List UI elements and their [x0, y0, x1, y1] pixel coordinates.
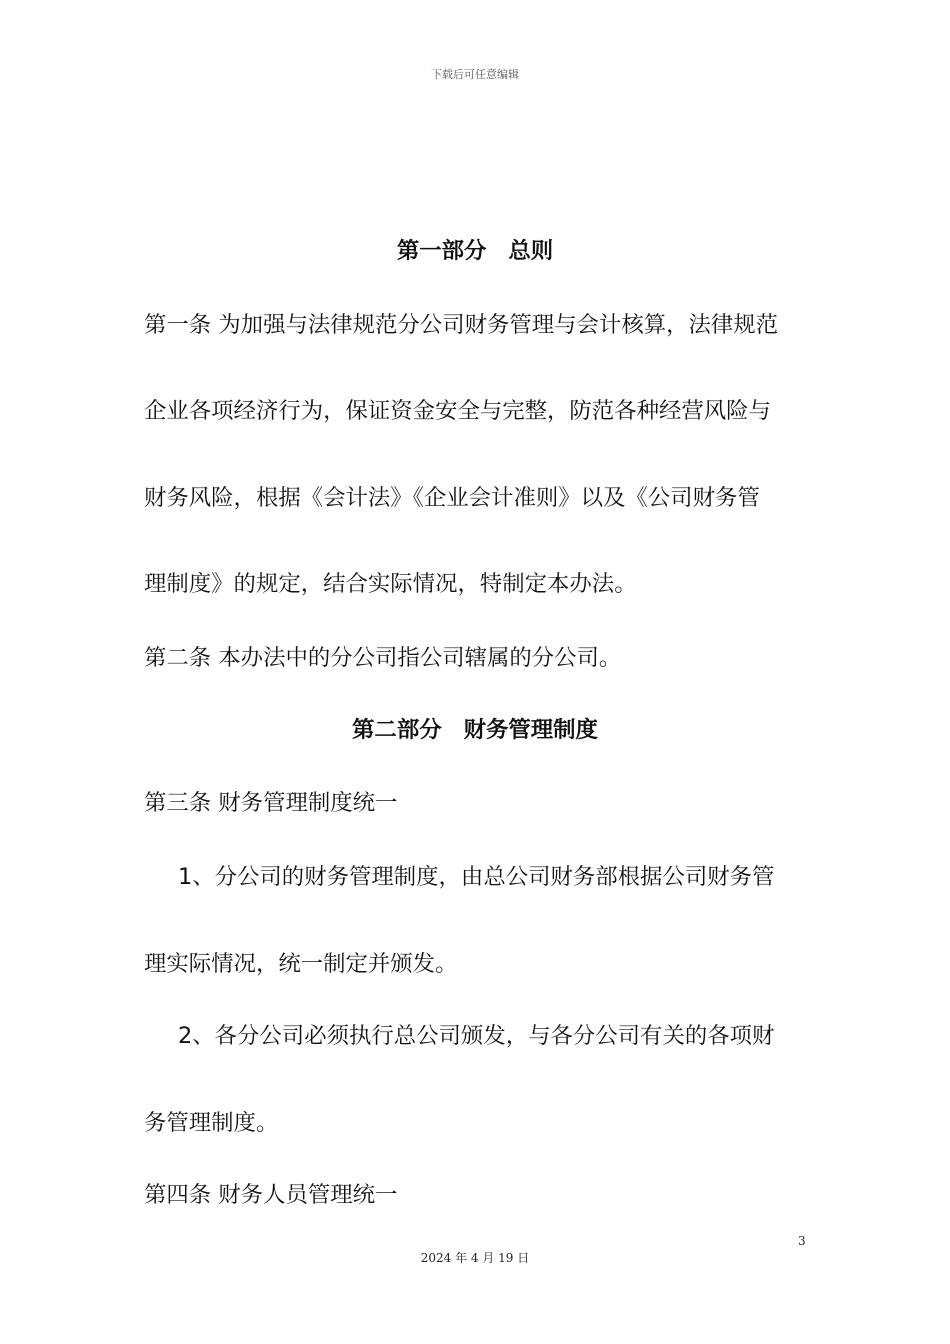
article-1-line-3: 财务风险，根据《会计法》《企业会计准则》以及《公司财务管 — [144, 485, 760, 511]
section-title-part: 第一部分 — [396, 238, 487, 264]
article-3-heading: 第三条 财务管理制度统一 — [144, 790, 398, 816]
footer-date: 2024 年 4 月 19 日 — [420, 1251, 530, 1265]
section-title-general — [144, 236, 806, 266]
article-1-line-2: 企业各项经济行为，保证资金安全与完整，防范各种经营风险与 — [144, 398, 771, 424]
article-1-line-1: 第一条 为加强与法律规范分公司财务管理与会计核算，法律规范 — [144, 312, 779, 338]
page-number: 3 — [798, 1234, 806, 1248]
article-3-item-2-line-2: 务管理制度。 — [144, 1110, 279, 1136]
section-title-financial-management — [144, 715, 806, 745]
article-3-item-2-line-1: 2、各分公司必须执行总公司颁发，与各分公司有关的各项财 — [178, 1023, 775, 1049]
article-1-line-4: 理制度》的规定，结合实际情况，特制定本办法。 — [144, 571, 637, 597]
section-title-name: 总则 — [508, 238, 554, 264]
section-title-name: 财务管理制度 — [463, 717, 598, 743]
article-4-heading: 第四条 财务人员管理统一 — [144, 1182, 398, 1208]
section-title-part: 第二部分 — [352, 717, 442, 743]
article-2-line-1: 第二条 本办法中的分公司指公司辖属的分公司。 — [144, 645, 622, 671]
article-3-item-1-line-2: 理实际情况，统一制定并颁发。 — [144, 951, 458, 977]
page-header: 下载后可任意编辑 — [431, 68, 519, 81]
article-3-item-1-line-1: 1、分公司的财务管理制度，由总公司财务部根据公司财务管 — [178, 864, 775, 890]
